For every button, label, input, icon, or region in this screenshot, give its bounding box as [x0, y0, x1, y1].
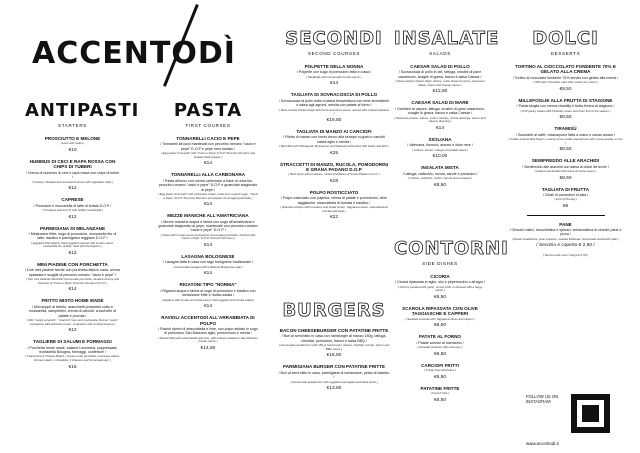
menu-item-description: / Sovracoscia di pollo in cbt, lattuga, crostini di pane casareccio, scaglie di grana, bacon e salsa Caesar /: [398, 70, 482, 79]
antipasti-section: [25, 100, 140, 376]
menu-item-name: SCAROLA RIPASSATA CON OLIVE TAGGIASCHE E CAPPERI: [402, 306, 478, 317]
antipasti-subtitle: STARTERS: [58, 123, 87, 128]
menu-item-price: €14: [203, 202, 212, 208]
menu-item: [25, 159, 120, 191]
menu-item-name: HUMMUS DI CECI E RAPA ROSSA CON CHIPS DI TUBERI: [29, 159, 116, 170]
menu-item-translation: ( Coffee-soaked lady fingers, creamy home-made mascarpone with cocoa powder on top ): [508, 137, 623, 145]
menu-item-name: PANE: [559, 221, 572, 227]
menu-item-name: STRACCETTI DI MANZO, RUCOLA, POMODORINI E GRANA PADANO D.O.P: [280, 161, 388, 173]
menu-item-translation: ( Lettuce, radicchio, rocket, carrots and tomatoes ): [407, 176, 473, 181]
menu-item: [394, 100, 486, 130]
menu-item-price: €8,50: [559, 115, 572, 121]
menu-item: [508, 158, 623, 180]
menu-item-translation: ( Chicory sautéed with garlic, oil and chilli, or dressed with a tangy sauce ): [397, 284, 483, 293]
menu-item: [508, 222, 623, 249]
menu-item-price: €12: [68, 186, 77, 192]
menu-item-price: €13,50: [326, 386, 342, 392]
menu-item-translation: ( Homemade seeded bun with 180 gr beef burger, lettuce, cheddar, tomato, bacon and BBQ sauce ): [278, 343, 390, 351]
menu-item-description: / Bun al semi fatto in casa con hamburger di manzo 180g, lattuga, cheddar, pomodoro, bacon e salsa BBQ /: [281, 334, 387, 343]
menu-item-translation: ( Creamy chickpea and red beet hummus with vegetable chips ): [31, 179, 114, 184]
menu-item-translation: (Ham and melon): [61, 141, 84, 146]
menu-item-description: / Gamberi al vapore, lattuga, crostini di pane casareccio, scaglie di grana, bacon e salsa Caesar /: [395, 106, 485, 116]
website-link[interactable]: www.accentodi.it: [526, 441, 559, 446]
menu-item-description: / Mezze maniche acqua e farina con sugo all'amatriciana e guanciale stagionato al pepe, mantecate con pecorino romano "cacio e pepe" D.O.P. /: [158, 219, 258, 233]
qr-code-icon[interactable]: [571, 394, 615, 438]
menu-item-description: / Bun al semi fatto in casa, parmigiana di melanzane, pesto di basilico /: [278, 370, 390, 380]
menu-item-name: INSALATA MISTA: [421, 165, 459, 171]
menu-item: [278, 364, 390, 391]
menu-item-price: €6: [562, 204, 569, 210]
menu-item-translation: ( French fries ): [430, 391, 450, 396]
menu-item: [278, 129, 390, 156]
menu-item-price: €14,50: [200, 346, 216, 352]
menu-item-translation: ( Charcuterie & Cheese Board – house-cured porchetta, Leonessa salami, Roman salami, mortadella, 3 cheeses and homemade jam ): [25, 354, 120, 363]
menu-item: [25, 262, 120, 292]
menu-item-translation: ( Two mini piadinas filled with homemade porchetta, sautéed chicory and shavings of "Cacio e Pepe" Pecorino Romano D.O.P. ): [26, 277, 119, 285]
menu-item-description: / Valeriana, finocchi, arance e olive nere /: [407, 143, 473, 148]
menu-item-price: €14: [435, 125, 444, 131]
menu-item-price: €12: [68, 328, 77, 334]
menu-item: [394, 306, 486, 328]
pasta-title: PASTA: [173, 100, 243, 121]
menu-item-name: TONNARELLI ALLA CARBONARA: [170, 172, 246, 178]
menu-item-name: SICILIANA: [428, 136, 452, 142]
contorni-list: [394, 274, 486, 403]
menu-item-price: €16,50: [326, 117, 342, 123]
menu-item-translation: ( Pasta with tomato sauce and pepper-cured aged guanciale, finished with "Cacio e Pepe" D.O.P. Pecorino Romano ): [160, 232, 256, 241]
menu-item: [278, 162, 390, 184]
menu-item-name: MEZZE MANICHE ALL'AMATRICIANA: [167, 213, 249, 219]
menu-item-name: TIRAMISÙ: [554, 126, 577, 132]
menu-item-translation: ( Steamed prawns, lettuce, rustic croutons, Grana shavings, bacon and Caesar dressing ): [394, 115, 486, 124]
menu-item-translation: ( Eggplant Parmigiana: fried eggplant layered with tomato sauce, mozzarella fior di latte, basil and Parmigiano ): [31, 240, 114, 249]
menu-item-name: CAPRESE: [61, 197, 84, 203]
secondi-section: [278, 30, 390, 226]
menu-item-translation: ( Sautéed escarole with Taggiasca olives and capers ): [405, 316, 475, 321]
menu-item-price: €14: [68, 287, 77, 293]
menu-item-description: / Polpo rosticciato con paprika, crema di patate e pomodorini, olive taggiasche, stracciatella di burrata e basilico /: [281, 196, 387, 205]
menu-item-name: FRITTO MISTO HOME MADE: [41, 298, 104, 304]
menu-item: [278, 328, 390, 358]
dolci-title: DOLCI: [532, 28, 599, 49]
menu-item: [25, 298, 120, 333]
menu-item-name: CARCIOFI FRITTI: [421, 362, 459, 368]
menu-item-name: TONNARELLI CACIO E PEPE: [176, 136, 240, 141]
menu-item-price: €16: [68, 364, 77, 370]
menu-item-price: €14: [203, 304, 212, 310]
menu-item-description: / Filetto di manzo con fondo bruno alla senape in grani e carciofi saltati aglio e menta /: [283, 135, 385, 144]
menu-item-description: / Lattuga, radicchio, rucola, carote e pomodori /: [402, 171, 478, 176]
menu-item-price: €18: [329, 179, 338, 185]
menu-item-translation: ( Crispy fried artichokes ): [423, 368, 457, 373]
menu-item-name: CAESAR SALAD DI MARE: [411, 100, 469, 106]
menu-item: [394, 137, 486, 159]
menu-item-price: €14: [203, 271, 212, 277]
divider: [527, 215, 605, 216]
menu-item-name: TAGLIERE DI SALUMI E FORMAGGI: [33, 339, 112, 345]
menu-item: [158, 172, 258, 207]
menu-item-translation: ( Ravioli filled with stracciatella and lime, with octopus stewed in San Marzano tomato sauce ): [158, 335, 258, 344]
menu-item-name: TAGLIATA DI MANZO AI CARCIOFI: [296, 128, 372, 134]
pasta-list: [158, 136, 258, 351]
menu-item-name: POLPETTE DELLA NONNA: [304, 64, 364, 69]
menu-item-description: / Grissini rustici, bruschettina e spinaci, schiacciatina di cereali, pane e pizza /: [509, 228, 622, 237]
menu-item-name: PROSCIUTTO E MELONE: [44, 136, 101, 141]
menu-item-description: / Rigatoni acqua e farina al sugo di pomodoro e basilico con melanzane fritte e ricotta salata /: [160, 288, 256, 298]
menu-item-price: €12: [68, 214, 77, 220]
menu-item-name: RAVIOLI ACCENTODÌ ALL'ARRABBIATA DI POLPO: [161, 315, 255, 326]
menu-item-translation: ( Tomatoes and D.O.P. milk buffalo mozzarella ): [41, 208, 104, 213]
menu-item-description: / Mini supplì al tartufo, arancinetti prosciutto cotto e mozzarella, sampietrini, crema di carciofi, crocchette di patate e provola /: [28, 304, 117, 318]
menu-item-name: PARMIGIANA BURGER CON PATATINE FRITTE: [283, 364, 385, 370]
menu-item-description: / Porchetta home made, salame Leonessa, soppressata, mortadella Bologna, formaggi, confetture /: [27, 345, 118, 355]
menu-item-translation: ( Egg pasta "tonnarelli" with "Cacio e Pepe" D.O.P. Pecorino Romano and toasted black pepper ): [160, 151, 256, 159]
menu-item-price: / Servizio e coperto € 2,50 /: [536, 243, 595, 249]
menu-item-price: €8,50: [559, 175, 572, 181]
menu-item-price: €12,50: [432, 89, 448, 95]
menu-item-description: / Sovracoscia di pollo cotta a bassa temperatura con erbe aromatiche e salsa agli agrumi, servita con patate al forno /: [278, 98, 390, 108]
menu-item-description: / Melanzane fritte, sugo di pomodoro, mozzarella fior di latte, basilico e parmigiano reggiano D.O.P /: [28, 232, 117, 241]
secondi-list: [278, 64, 390, 220]
menu-item: [25, 339, 120, 369]
contorni-subtitle: SIDE DISHES: [422, 261, 458, 266]
menu-item-name: LASAGNA BOLOGNESE: [181, 254, 235, 260]
menu-item-price: €12: [68, 251, 77, 257]
menu-item-translation: ( Peanut semifreddo with dulce de leche sauce ): [534, 169, 597, 174]
menu-item: [508, 187, 623, 209]
contorni-title: CONTORNI: [394, 238, 509, 259]
menu-item-description: / Tonnarelli all'uovo mantecati con pecorino romano "cacio e pepe" D.O.P e pepe nero tostato /: [160, 142, 256, 151]
menu-item-description: / Ravioli ripieni di stracciatella e lime, con polpo stufato in sugo di pomodoro San Marzano aglio, prezzemolo e menta /: [158, 327, 258, 336]
service-note: ( Service and cover charge € 2,50 ): [542, 253, 589, 258]
menu-item: [158, 136, 258, 166]
menu-item-price: €6,50: [433, 397, 446, 403]
menu-item: [25, 226, 120, 256]
menu-item: [508, 64, 623, 92]
menu-item: [25, 197, 120, 219]
menu-item: [158, 254, 258, 276]
menu-item-description: / Crema di hummus di ceci e rapa rossa con chips di tuberi /: [25, 170, 120, 180]
menu-item-translation: ( Slow-cooked chicken thigh, lettuce, rustic bread croutons, parmesan flakes, bacon and Caesar sauce ): [395, 79, 485, 87]
menu-item-name: MINI PIADINE CON PORCHETTA: [37, 262, 108, 268]
menu-item: [394, 363, 486, 380]
menu-item-price: €8,50: [433, 182, 446, 188]
menu-item-name: TAGLIATA DI SOVRACOSCIA DI POLLO: [290, 92, 378, 98]
menu-item: [508, 98, 623, 120]
menu-item-description: / Tortino al cioccolato fondente 70% servito con gelato alla crema /: [512, 75, 619, 80]
secondi-title: SECONDI: [285, 28, 383, 49]
brand-logo: ACCENTODÌ: [32, 36, 236, 71]
menu-item-translation: ( Fruit of the day ): [554, 197, 577, 202]
menu-item-name: PARMIGIANA DI MELANZANE: [39, 225, 106, 231]
menu-item-name: PATATINE FRITTE: [420, 385, 460, 391]
menu-item: [278, 92, 390, 122]
menu-item-description: / Polpette con sugo di pomodoro fatto in casa /: [296, 70, 372, 75]
menu-item-price: €8,50: [559, 86, 572, 92]
menu-item-price: €14: [203, 243, 212, 249]
menu-item-translation: ( Beef fillet with Wholegrain Mustard jus and Sautéed Artichokes with Garlic and Mint ): [278, 144, 390, 149]
menu-item-price: €8,50: [559, 147, 572, 153]
menu-item-description: / Pasta sfoglia con crema chantilly e frutta fresca di stagione /: [516, 104, 615, 109]
menu-item-description: / Cicoria ripassata in aglio, olio e peperoncino o all'agro /: [395, 280, 485, 285]
burgers-title: BURGERS: [282, 300, 386, 321]
menu-item-translation: ( Roasted potatoes with rosemary ): [417, 345, 463, 350]
burgers-list: [278, 328, 390, 391]
menu-item-description: / Semifreddo alle arachidi con salsa al dulce de leche /: [522, 164, 609, 169]
menu-item-price: €6,50: [433, 323, 446, 329]
menu-item-price: €10,00: [432, 154, 448, 160]
menu-item-translation: ( 70% dark chocolate cake with custard ice cream ): [532, 80, 599, 85]
menu-item: [25, 136, 120, 153]
menu-item-name: MILLEFOGLIE ALLA FRUTTA DI STAGIONE: [518, 97, 613, 103]
insalate-section: [394, 28, 500, 194]
contorni-section: [394, 238, 509, 409]
menu-item-translation: ( Mini "supplì al tartufo", "Arancini" ham and mozzarella, Roman "suppì" sampietrini with artichoke cream, croquettes with smoked cheese ): [26, 318, 119, 326]
menu-item: [394, 165, 486, 187]
menu-item-name: TORTINO AL CIOCCOLATO FONDENTE 70% E GELATO ALLA CREMA: [515, 64, 616, 75]
menu-item-translation: ( Slow-cooked chicken thigh with herbs and citrus sauce, served with roasted potatoes ): [278, 107, 390, 116]
menu-item-description: / Lasagna fatta in casa con ragù bolognese tradizionale /: [162, 260, 254, 265]
menu-item: [158, 213, 258, 248]
menu-item-translation: ( Meatballs with homemade tomato sauce ): [306, 74, 362, 79]
dolci-section: [508, 30, 623, 258]
dolci-list: [508, 64, 623, 248]
menu-item: [508, 126, 623, 152]
menu-item: [394, 64, 486, 94]
menu-item-description: / Savoiardi al caffè, mascarpone fatta a mano e cacao amaro /: [515, 132, 616, 137]
menu-item-translation: ( Beef strips with tomatoes, rocket and flakes of Grana Padano D.O.P. ): [288, 172, 380, 177]
menu-item-description: / Pomodori e mozzarella di latte di bufala D.O.P /: [33, 203, 112, 208]
menu-item-translation: ( Homemade lasagna with traditional Bolognese ragù ): [173, 264, 243, 269]
antipasti-title: ANTIPASTI: [25, 100, 140, 121]
menu-item-price: €14: [203, 161, 212, 167]
menu-item: [394, 334, 486, 356]
menu-item-name: TAGLIATA DI FRUTTA: [541, 186, 590, 192]
menu-item-translation: ( Puff pastry sheets with Chantilly cream and fresh fruit of the season ): [520, 108, 611, 113]
menu-item: [394, 274, 486, 300]
menu-item-description: / Pasta all'uovo con crema carbonara a base di uova bio, pecorino romano "cacio e pepe" D.O.P e guanciale stagionato al pepe /: [158, 178, 258, 192]
menu-item-price: €25: [329, 150, 338, 156]
menu-item: [394, 386, 486, 403]
menu-item-translation: ( Homemade seeded bun with eggplant parmigiana and basil pesto ): [290, 379, 378, 384]
menu-item: [278, 64, 390, 86]
menu-item-name: CAESAR SALAD DI POLLO: [410, 64, 470, 69]
menu-item-translation: ( Rustic breadsticks, grain crackers, seeded flatbread, homemade bread with plain ): [511, 236, 619, 241]
menu-item-price: €10: [68, 148, 77, 153]
pasta-subtitle: FIRST COURSES: [185, 123, 231, 128]
antipasti-list: [25, 136, 120, 370]
menu-item-translation: ( Roasted octopus with tomatoes and bread cream, Taggiasca olives, stracciatella di burrata and basil ): [280, 205, 388, 213]
menu-item-description: / Patate arrosto al rosmarino /: [416, 340, 464, 345]
menu-item-description: / Due mini piadine farcite con porchetta fatta in casa, crema ripassata e scaglie di pecorino romano "cacio e pepe" /: [25, 268, 120, 277]
menu-item-name: RIGATONI TIPO "NORMA": [179, 282, 237, 288]
insalate-subtitle: SALADS: [429, 51, 451, 56]
menu-item-description: / Cibali di pomedoro di sala /: [542, 193, 589, 198]
menu-item-name: PATATE AL FORNO: [418, 334, 462, 340]
menu-item-name: BACON CHEESEBURGER CON PATATINE FRITTE: [279, 328, 389, 333]
menu-item: [158, 315, 258, 351]
menu-item: [278, 190, 390, 220]
menu-item-translation: ( Lettuce, fennel, oranges and black olives ): [412, 147, 468, 152]
burgers-section: [278, 302, 390, 397]
menu-item-name: CICORIA: [430, 274, 450, 279]
menu-item-translation: ( Egg pasta "tonnarelli" with carbonara cream made from organic eggs, "Cacio e Pepe" D.O.P. Pecorino Romano and pepper-cured aged guanciale ): [158, 192, 258, 200]
menu-item-name: SEMIFREDDO ALLE ARACHIDI: [531, 158, 600, 164]
pasta-section: [158, 102, 258, 357]
menu-item-translation: ( Rigatoni with tomato and basil sauce, fried eggplant and ricotta salata ): [161, 297, 255, 302]
menu-item-price: €6,50: [433, 374, 446, 380]
menu-item-price: €15,50: [326, 353, 342, 359]
menu-item: [158, 282, 258, 309]
insalate-title: INSALATE: [394, 28, 500, 49]
dolci-subtitle: DESSERTS: [550, 51, 581, 56]
menu-item-price: €14: [329, 81, 338, 87]
menu-item-price: €6,50: [433, 295, 446, 300]
secondi-subtitle: SECOND COURSES: [307, 51, 361, 56]
instagram-follow: FOLLOW US ON INSTAGRAM: [526, 394, 559, 405]
menu-item-name: POLPO ROSTICCIATO: [309, 190, 359, 196]
menu-item-price: €22: [329, 215, 338, 221]
menu-item-price: €6,50: [433, 351, 446, 357]
insalate-list: [394, 64, 486, 188]
